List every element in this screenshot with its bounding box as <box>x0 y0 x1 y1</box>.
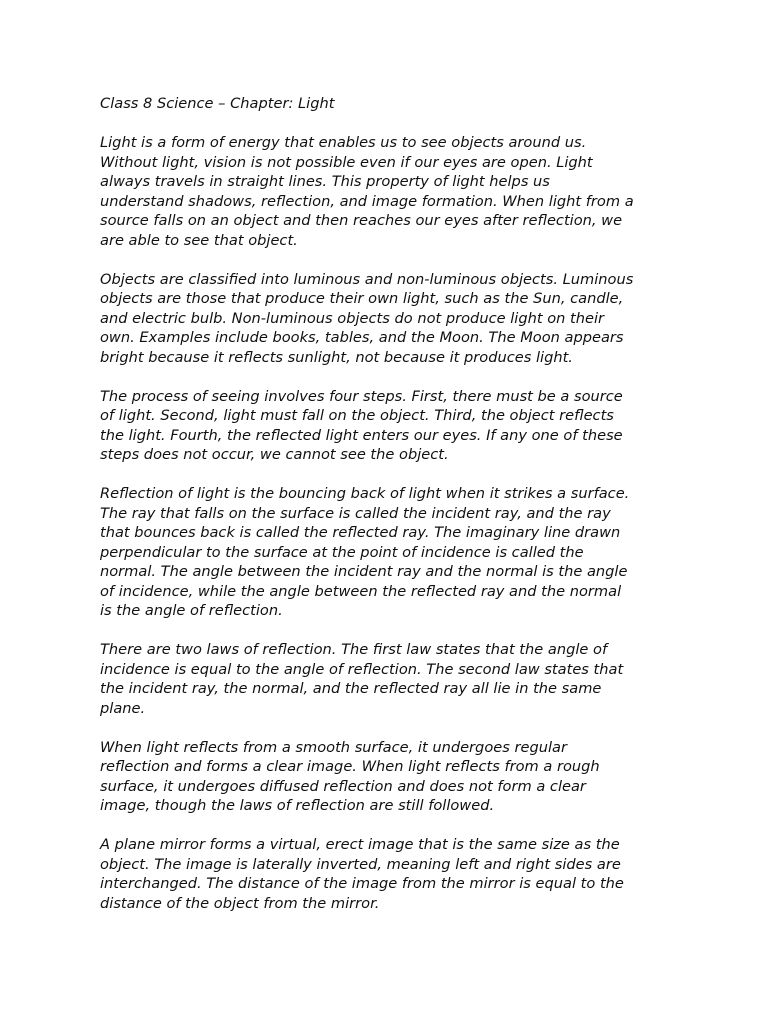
paragraph-line: Reflection of light is the bouncing back of light when it strikes a surface. <box>100 485 630 502</box>
paragraph-line: the incident ray, the normal, and the reflected ray all lie in the same <box>100 680 602 697</box>
paragraph-line: perpendicular to the surface at the point of incidence is called the <box>100 543 584 561</box>
paragraph-line: When light reflects from a smooth surface, it undergoes regular <box>100 738 567 756</box>
paragraph-line: distance of the object from the mirror. <box>100 894 380 912</box>
paragraph-line: that bounces back is called the reflected ray. The imaginary line drawn <box>100 524 621 541</box>
paragraph <box>100 484 680 621</box>
paragraph-line: understand shadows, reflection, and image formation. When light from a <box>100 192 634 210</box>
paragraph <box>100 387 680 465</box>
paragraph-line: normal. The angle between the incident ray and the normal is the angle <box>100 563 628 580</box>
paragraph <box>100 133 680 250</box>
paragraph-line: A plane mirror forms a virtual, erect image that is the same size as the <box>100 836 620 853</box>
paragraph-line: objects are those that produce their own light, such as the Sun, candle, <box>100 290 624 307</box>
paragraph-line: source falls on an object and then reaches our eyes after reflection, we <box>100 212 623 229</box>
paragraph-line: incidence is equal to the angle of reflection. The second law states that <box>100 660 624 678</box>
document-body <box>100 133 680 913</box>
paragraph-line: interchanged. The distance of the image from the mirror is equal to the <box>100 875 624 892</box>
paragraph-line: the light. Fourth, the reflected light enters our eyes. If any one of these <box>100 426 623 444</box>
paragraph <box>100 738 680 816</box>
paragraph-line: Objects are classified into luminous and non-luminous objects. Luminous <box>100 270 634 288</box>
paragraph-line: steps does not occur, we cannot see the object. <box>100 446 449 463</box>
paragraph-line: of light. Second, light must fall on the object. Third, the object reflects <box>100 407 614 424</box>
paragraph <box>100 835 680 913</box>
paragraph-line: The ray that falls on the surface is called the incident ray, and the ray <box>100 504 611 522</box>
paragraph-line: and electric bulb. Non-luminous objects do not produce light on their <box>100 309 605 327</box>
document-title: Class 8 Science – Chapter: Light <box>100 95 335 112</box>
paragraph-line: Light is a form of energy that enables us to see objects around us. <box>100 134 587 151</box>
paragraph-line: own. Examples include books, tables, and the Moon. The Moon appears <box>100 329 624 346</box>
paragraph-line: There are two laws of reflection. The first law states that the angle of <box>100 641 608 658</box>
paragraph-line: Without light, vision is not possible even if our eyes are open. Light <box>100 153 593 171</box>
paragraph-line: bright because it reflects sunlight, not because it produces light. <box>100 348 573 366</box>
document-page <box>100 94 680 933</box>
paragraph-line: are able to see that object. <box>100 231 298 249</box>
paragraph <box>100 270 680 368</box>
paragraph-line: is the angle of reflection. <box>100 602 283 619</box>
paragraph-line: object. The image is laterally inverted, meaning left and right sides are <box>100 855 621 873</box>
paragraph-line: plane. <box>100 699 146 717</box>
paragraph-line: surface, it undergoes diffused reflection and does not form a clear <box>100 777 586 795</box>
paragraph-line: of incidence, while the angle between the reflected ray and the normal <box>100 582 622 600</box>
paragraph-line: The process of seeing involves four steps. First, there must be a source <box>100 387 623 405</box>
paragraph-line: reflection and forms a clear image. When light reflects from a rough <box>100 758 600 775</box>
paragraph-line: always travels in straight lines. This property of light helps us <box>100 173 550 190</box>
paragraph <box>100 640 680 718</box>
paragraph-line: image, though the laws of reflection are still followed. <box>100 797 495 814</box>
